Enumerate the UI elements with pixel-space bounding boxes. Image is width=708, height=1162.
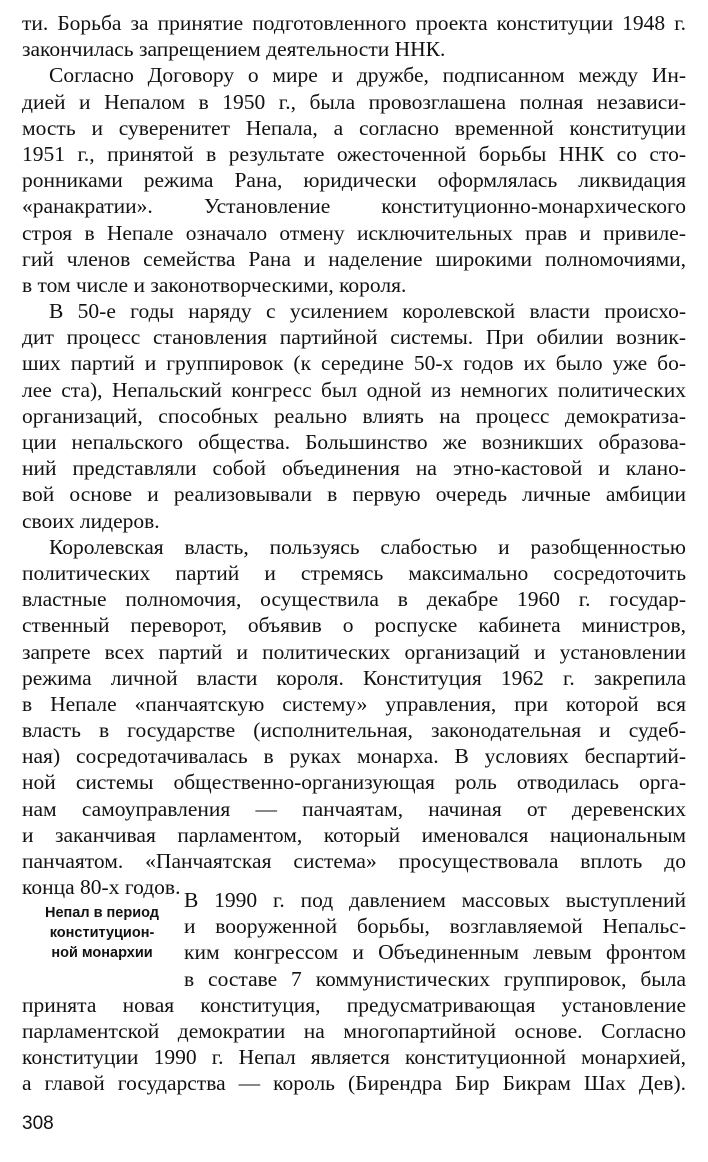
text-line: и заканчивая парламентом, который именовался национальным	[22, 822, 686, 847]
text-line: режима личной власти короля. Конституция 1962 г. закрепила	[22, 665, 686, 690]
text-line: ственный переворот, объявив о роспуске кабинета министров,	[22, 613, 686, 638]
text-line: ной системы общественно-организующая роль отводилась орга-	[22, 770, 686, 795]
text-line: ших партий и группировок (к середине 50-х годов их было уже бо-	[22, 351, 686, 376]
text-line: конституции 1990 г. Непал является конституционной монархией,	[22, 1045, 686, 1070]
text-line: В 50-е годы наряду с усилением королевской власти происхо-	[49, 299, 686, 324]
text-line: закончилась запрещением деятельности ННК.	[22, 37, 446, 62]
text-line: ким конгрессом и Объединенным левым фронтом	[184, 940, 686, 965]
side-heading-line: Непал в период	[44, 905, 159, 921]
text-line: мость и суверенитет Непала, а согласно временной конституции	[22, 115, 686, 140]
text-line: политических партий и стремясь максимально сосредоточить	[22, 560, 686, 585]
text-line: «ранакратии». Установление конституционно-монархического	[22, 194, 686, 219]
text-line: панчаятом. «Панчаятская система» просуществовала вплоть до	[22, 849, 686, 873]
text-line: нам самоуправления — панчаятам, начиная от деревенских	[22, 796, 686, 821]
text-line: дит процесс становления партийной системы. При обилии возник-	[22, 325, 686, 350]
text-line: властные полномочия, осуществила в декабре 1960 г. государ-	[22, 587, 686, 612]
paragraph	[22, 62, 686, 298]
paragraph	[22, 534, 686, 901]
paragraph	[22, 10, 686, 62]
text-line: лее ста), Непальский конгресс был одной из немногих политических	[22, 377, 686, 402]
section-row	[22, 966, 686, 992]
text-line: в том числе и законотворческими, короля.	[22, 272, 407, 297]
text-line: и вооруженной борьбы, возглавляемой Непальс-	[184, 914, 686, 939]
text-line: 1951 г., принятой в результате ожесточенной борьбы ННК со сто-	[22, 141, 686, 166]
text-line: Согласно Договору о мире и дружбе, подписанном между Ин-	[49, 63, 686, 88]
section-row	[22, 887, 686, 913]
text-line: запрете всех партий и политических организаций и установлении	[22, 639, 686, 664]
side-heading-line: конституцион-	[49, 925, 155, 941]
text-line: в составе 7 коммунистических группировок, была	[184, 966, 686, 991]
text-line: ний представляли собой объединения на этно-кастовой и клано-	[22, 456, 686, 481]
section-row	[22, 913, 686, 939]
text-line: Королевская власть, пользуясь слабостью и разобщенностью	[49, 534, 686, 559]
side-heading-line: ной монархии	[51, 945, 153, 961]
text-line: ная) сосредотачивалась в руках монарха. В условиях беспартий-	[22, 744, 686, 769]
text-line: парламентской демократии на многопартийной основе. Согласно	[22, 1018, 686, 1043]
text-line: ти. Борьба за принятие подготовленного проекта конституции 1948 г.	[22, 11, 686, 35]
text-line: В 1990 г. под давлением массовых выступлений	[184, 888, 686, 912]
text-line: гий членов семейства Рана и наделение широкими полномочиями,	[22, 246, 686, 271]
section-text	[22, 887, 686, 1097]
text-line: ронниками режима Рана, юридически оформлялась ликвидация	[22, 168, 686, 193]
text-line: конца 80-х годов.	[22, 875, 181, 900]
text-line: ции непальского общества. Большинство же возникших образова-	[22, 430, 686, 454]
text-line: вой основе и реализовывали в первую очередь личные амбиции	[22, 482, 686, 507]
text-line: строя в Непале означало отмену исключительных прав и привиле-	[22, 220, 686, 245]
text-line: власть в государстве (исполнительная, законодательная и судеб-	[22, 718, 686, 743]
main-text	[22, 10, 686, 900]
text-line: дией и Непалом в 1950 г., была провозглашена полная независи-	[22, 89, 686, 114]
section-monarchy	[22, 887, 686, 1097]
text-line: в Непале «панчаятскую систему» управления, при которой вся	[22, 691, 686, 716]
text-line: а главой государства — король (Бирендра Бир Бикрам Шах Дев).	[22, 1071, 686, 1096]
page-number: 308	[22, 1113, 54, 1134]
text-line: организаций, способных реально влиять на процесс демократиза-	[22, 403, 686, 428]
text-line: своих лидеров.	[22, 508, 160, 533]
paragraph	[22, 298, 686, 534]
section-row	[22, 939, 686, 965]
text-line: принята новая конституция, предусматривающая установление	[22, 992, 686, 1017]
